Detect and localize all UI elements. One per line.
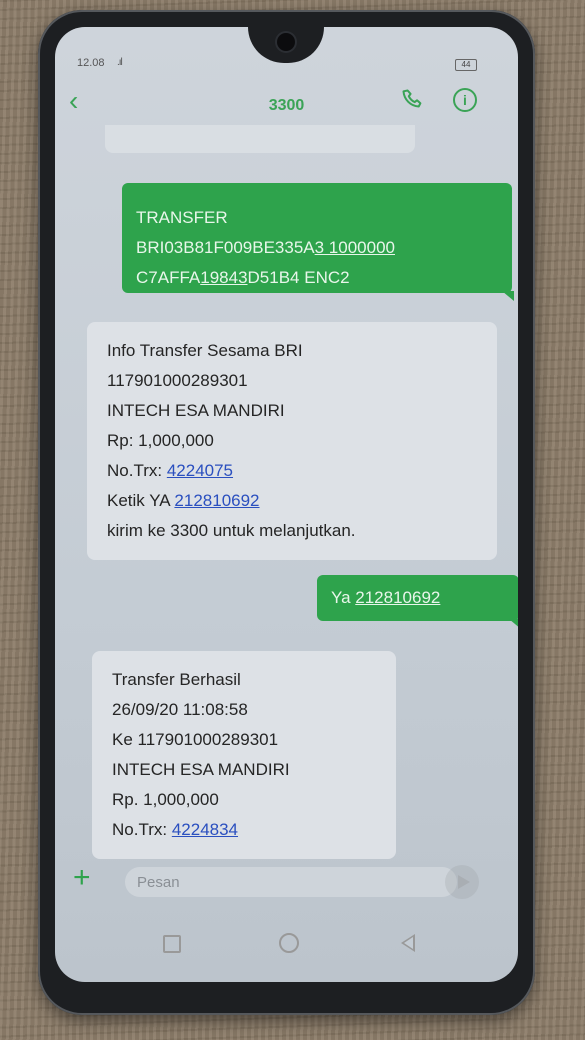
battery-icon: 44 [455,59,477,71]
screen [55,27,518,982]
previous-message-bubble [105,125,415,153]
message-line [112,665,376,695]
recent-apps-icon[interactable] [163,935,181,953]
message-line [112,785,376,815]
message-line [107,336,477,366]
message-text: INTECH ESA MANDIRI [107,401,285,420]
underlined-number: 212810692 [355,588,441,607]
back-arrow-icon[interactable]: ‹ [69,85,79,116]
message-line [112,755,376,785]
message-text: Rp: 1,000,000 [107,431,214,450]
message-text: Rp. 1,000,000 [112,790,219,809]
message-text: Transfer Berhasil [112,670,241,689]
received-message-bubble[interactable] [92,651,396,859]
bubble-tail [509,619,518,629]
number-link[interactable]: 212810692 [174,491,260,510]
message-line [112,815,376,845]
message-text: Info Transfer Sesama BRI [107,341,303,360]
message-text: Ke 117901000289301 [112,730,279,749]
signal-icon: .ıl [117,57,122,68]
message-text: 26/09/20 11:08:58 [112,700,248,719]
underlined-number: 3 1000000 [314,238,395,257]
add-attachment-icon[interactable]: + [73,861,91,894]
message-line [107,516,477,546]
message-input[interactable] [125,867,457,897]
message-text: kirim ke 3300 untuk melanjutkan. [107,521,356,540]
message-line [136,203,498,233]
notch [248,27,324,63]
message-line [107,366,477,396]
message-line [107,396,477,426]
sent-message-bubble[interactable] [317,575,518,621]
message-text: No.Trx: [107,461,167,480]
home-icon[interactable] [279,933,299,953]
message-text: C7AFFA [136,268,201,287]
underlined-number: 19843 [200,268,248,287]
message-line [331,583,505,613]
message-text: D51B4 ENC2 [247,268,350,287]
message-text: INTECH ESA MANDIRI [112,760,290,779]
message-line [107,486,477,516]
composer-bar [55,853,518,915]
send-icon[interactable] [445,865,479,899]
status-time: 12.08 [77,57,105,69]
message-text: TRANSFER [136,208,228,227]
number-link[interactable]: 4224075 [166,461,234,480]
message-line [136,263,498,293]
message-text: Ketik YA [107,491,175,510]
bubble-tail [502,291,514,301]
call-icon[interactable] [401,87,425,116]
message-line [112,695,376,725]
phone-frame [38,10,535,1015]
system-navbar [55,927,518,967]
message-text: BRI03B81F009BE335A [136,238,315,257]
nav-back-icon[interactable] [401,934,415,952]
message-text: 117901000289301 [107,371,248,390]
message-line [107,456,477,486]
received-message-bubble[interactable] [87,322,497,560]
message-text: No.Trx: [112,820,172,839]
front-camera [277,33,295,51]
message-line [107,426,477,456]
number-link[interactable]: 4224834 [171,820,239,839]
conversation-title: 3300 [268,97,305,114]
message-text: Ya [331,588,356,607]
info-icon[interactable]: i [453,88,477,112]
message-line [112,725,376,755]
sent-message-bubble[interactable] [122,183,512,293]
message-line [136,233,498,263]
